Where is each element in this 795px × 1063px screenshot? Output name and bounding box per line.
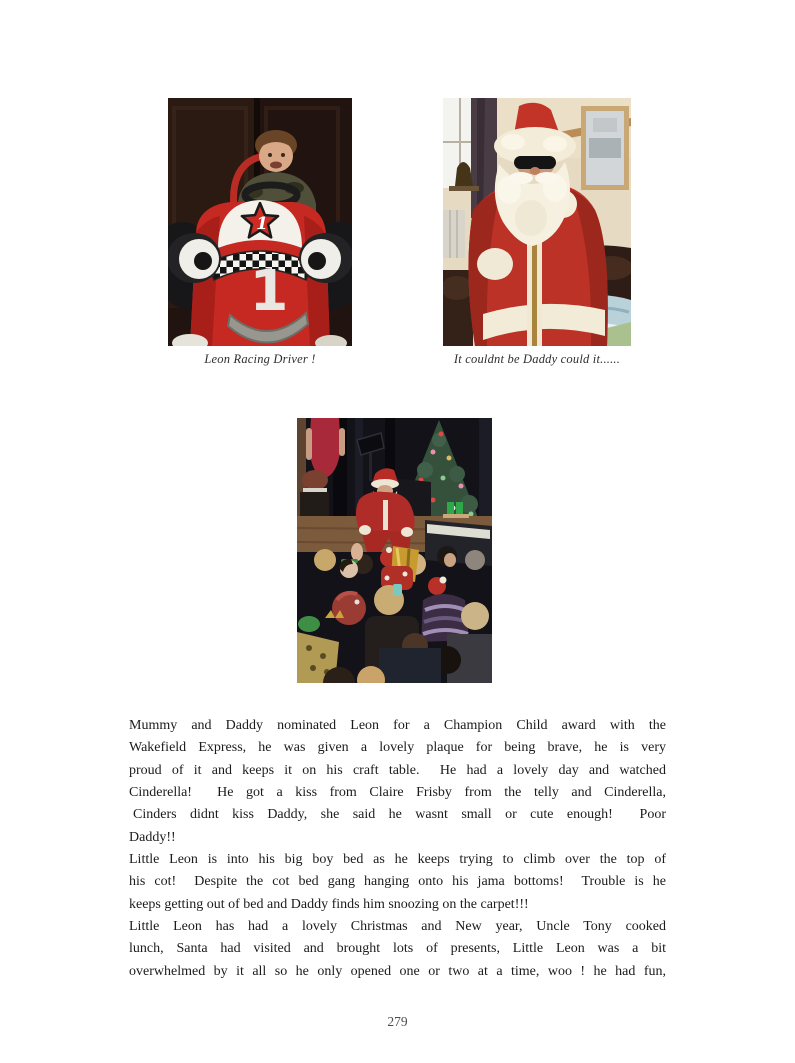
body-line: keeps getting out of bed and Daddy finds him snoozing on the carpet!!!	[129, 896, 529, 912]
body-line: lunch, Santa had visited and brought lots of presents, Little Leon was a bit	[129, 941, 666, 957]
svg-text:1: 1	[256, 214, 268, 234]
svg-text:1: 1	[249, 259, 289, 324]
body-line: Daddy!!	[129, 829, 176, 845]
body-line: his cot! Despite the cot bed gang hanging onto his jama bottoms! Trouble is he	[129, 874, 666, 890]
page-number: 279	[387, 1014, 408, 1029]
body-line: Cinderella! He got a kiss from Claire Frisby from the telly and Cinderella,	[129, 785, 666, 801]
body-line: Little Leon is into his big boy bed as he keeps trying to climb over the top of	[129, 852, 666, 868]
body-line: Cinders didnt kiss Daddy, she said he wasnt small or cute enough! Poor	[133, 807, 666, 823]
body-text	[129, 715, 666, 983]
body-line: overwhelmed by it all so he only opened one or two at a time, woo ! he had fun,	[129, 963, 666, 979]
body-line: Mummy and Daddy nominated Leon for a Champion Child award with the	[129, 718, 666, 733]
photo-leon-racing-car	[168, 98, 352, 346]
caption-leon-racing-driver: Leon Racing Driver !	[204, 352, 316, 366]
body-line: Wakefield Express, he was given a lovely plaque for being brave, he is very	[129, 740, 666, 756]
body-line: proud of it and keeps it on his craft table. He had a lovely day and watched	[129, 762, 666, 778]
photo-santa-daddy	[443, 98, 631, 346]
photo-santa-daddy-image	[443, 98, 631, 346]
caption-santa-daddy: It couldnt be Daddy could it......	[453, 352, 621, 366]
photo-leon-racing-car-image	[168, 98, 352, 346]
photo-santa-party	[297, 418, 492, 683]
photo-santa-party-image	[297, 418, 492, 683]
body-line: Little Leon has had a lovely Christmas and New year, Uncle Tony cooked	[129, 919, 666, 935]
